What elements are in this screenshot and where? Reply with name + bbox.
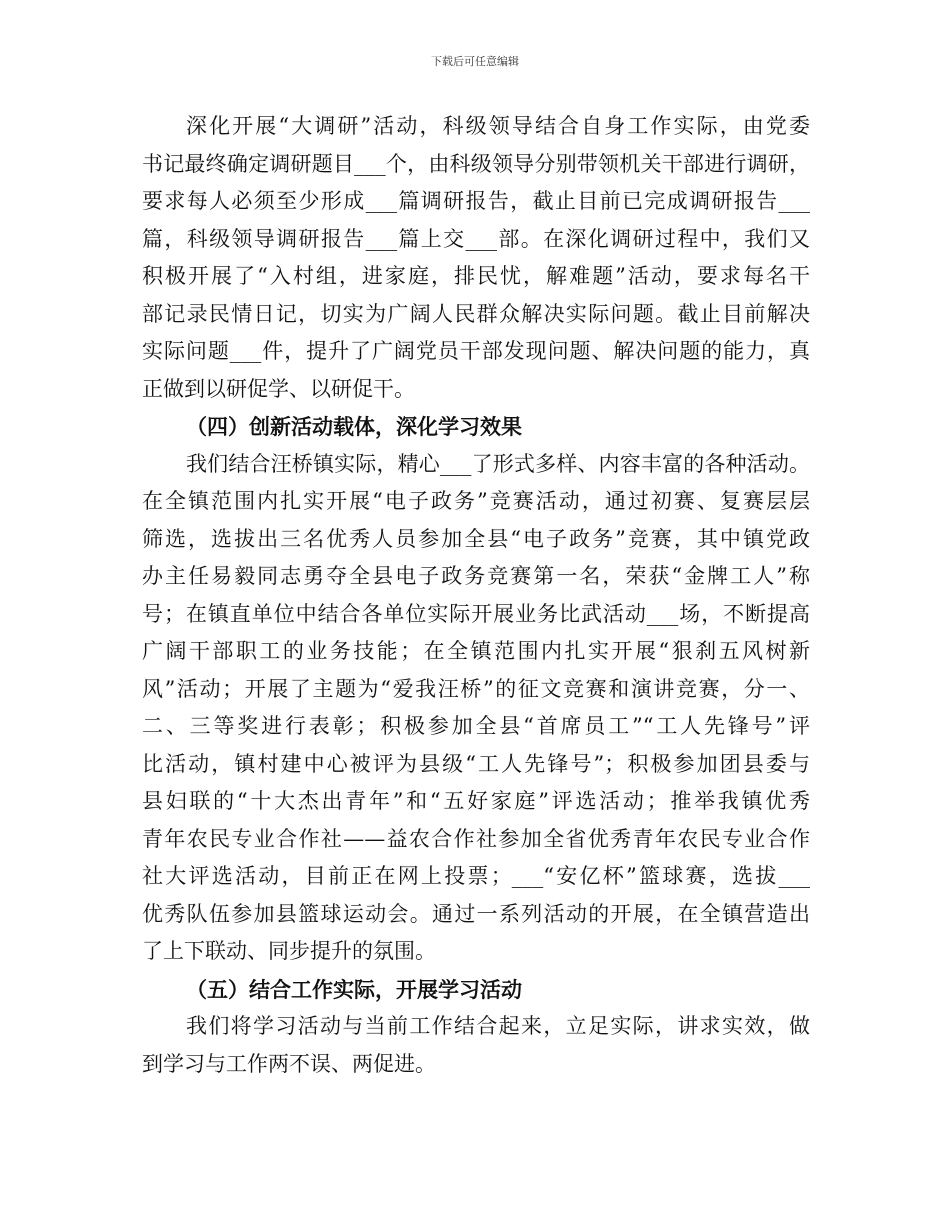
text-line: 深化开展“大调研”活动，科级领导结合自身工作实际，由党委 [186, 114, 810, 138]
text-line: 办主任易毅同志勇夺全县电子政务竞赛第一名，荣获“金牌工人”称 [142, 564, 810, 588]
section-heading: （四）创新活动载体，深化学习效果 [186, 414, 522, 439]
text-line: 青年农民专业合作社——益农合作社参加全省优秀青年农民专业合作 [142, 826, 810, 851]
text-line: 优秀队伍参加县篮球运动会。通过一系列活动的开展，在全镇营造出 [142, 901, 810, 926]
text-line: 正做到以研促学、以研促干。 [142, 376, 415, 401]
text-line: 风”活动；开展了主题为“爱我汪桥”的征文竞赛和演讲竞赛，分一、 [142, 676, 810, 701]
document-body [142, 108, 810, 1083]
text-line: 实际问题___件，提升了广阔党员干部发现问题、解决问题的能力，真 [142, 339, 810, 363]
text-line: 我们结合汪桥镇实际，精心___了形式多样、内容丰富的各种活动。 [186, 451, 810, 476]
text-line: 到学习与工作两不误、两促进。 [142, 1051, 436, 1076]
text-line: 广阔干部职工的业务技能；在全镇范围内扎实开展“狠刹五风树新 [142, 639, 810, 663]
text-line: 在全镇范围内扎实开展“电子政务”竞赛活动，通过初赛、复赛层层 [142, 489, 810, 513]
text-line: 积极开展了“入村组，进家庭，排民忧，解难题”活动，要求每名干 [142, 264, 810, 288]
text-line: 县妇联的“十大杰出青年”和“五好家庭”评选活动；推举我镇优秀 [142, 789, 810, 813]
page-header: 下载后可任意编辑 [431, 55, 519, 68]
text-line: 筛选，选拔出三名优秀人员参加全县“电子政务”竞赛，其中镇党政 [142, 526, 810, 551]
text-line: 部记录民情日记，切实为广阔人民群众解决实际问题。截止目前解决 [142, 301, 810, 326]
text-line: 号；在镇直单位中结合各单位实际开展业务比武活动___场，不断提高 [142, 601, 810, 626]
text-line: 篇，科级领导调研报告___篇上交___部。在深化调研过程中，我们又 [142, 226, 810, 251]
text-line: 我们将学习活动与当前工作结合起来，立足实际，讲求实效，做 [186, 1014, 810, 1038]
text-line: 了上下联动、同步提升的氛围。 [142, 939, 436, 963]
text-line: 二、三等奖进行表彰；积极参加全县“首席员工”“工人先锋号”评 [142, 714, 810, 738]
section-heading: （五）结合工作实际，开展学习活动 [186, 976, 522, 1002]
text-line: 社大评选活动，目前正在网上投票；___“安亿杯”篮球赛，选拔___ [142, 864, 810, 888]
text-line: 比活动，镇村建中心被评为县级“工人先锋号”；积极参加团县委与 [142, 751, 810, 776]
text-line: 要求每人必须至少形成___篇调研报告，截止目前已完成调研报告___ [142, 189, 810, 213]
text-line: 书记最终确定调研题目___个，由科级领导分别带领机关干部进行调研， [142, 151, 810, 176]
